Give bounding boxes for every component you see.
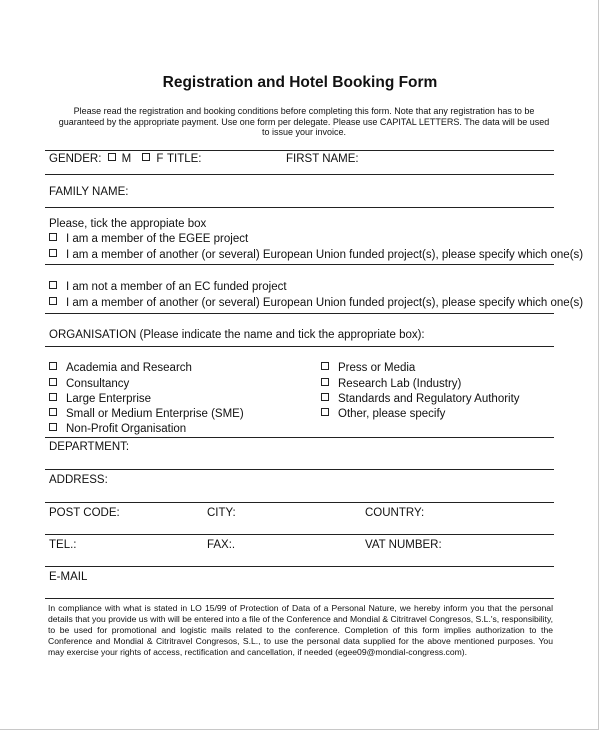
tick-instruction: Please, tick the appropiate box (49, 218, 207, 230)
checkbox[interactable] (321, 378, 329, 386)
address-field-label[interactable]: ADDRESS: (49, 474, 108, 486)
tel-field-label[interactable]: TEL.: (49, 539, 77, 551)
checkbox[interactable] (49, 362, 57, 370)
checkbox[interactable] (49, 408, 57, 416)
gender-m-checkbox[interactable] (108, 153, 116, 161)
first-name-field-label[interactable]: FIRST NAME: (286, 153, 359, 165)
divider (45, 264, 554, 265)
checkbox[interactable] (321, 408, 329, 416)
checkbox[interactable] (49, 297, 57, 305)
divider (45, 174, 554, 175)
checkbox[interactable] (49, 393, 57, 401)
data-protection-notice: In compliance with what is stated in LO 15/99 of Protection of Data of a Personal Nature, we hereby inform you that the personal details that you provide us with will be entered into a file of the Conference and Mondial & Citritravel Congresos, S.L.'s, responsibility, to be used for promotional and logistic mails related to the conference. Completion of this form implies authorization to the Conference and Mondial & Citritravel Congresos, S.L., to use the personal data supplied for the above mentioned purposes. You may exercise your rights of access, rectification and cancellation, if needed (egee09@mondial-congress.com). (48, 603, 553, 657)
gender-f-checkbox[interactable] (142, 153, 150, 161)
org-option[interactable]: Small or Medium Enterprise (SME) (49, 407, 244, 421)
divider (45, 313, 554, 314)
org-option[interactable]: Other, please specify (321, 407, 445, 421)
divider (45, 150, 554, 151)
department-field-label[interactable]: DEPARTMENT: (49, 441, 130, 453)
title-field-label[interactable]: TITLE: (167, 153, 202, 165)
checkbox[interactable] (49, 233, 57, 241)
divider (45, 534, 554, 535)
checkbox[interactable] (49, 249, 57, 257)
checkbox[interactable] (49, 378, 57, 386)
divider (45, 469, 554, 470)
family-name-field-label[interactable]: FAMILY NAME: (49, 186, 129, 198)
egee-option[interactable]: I am a member of another (or several) European Union funded project(s), please specify which one(s) (49, 296, 583, 310)
divider (45, 566, 554, 567)
divider (45, 207, 554, 208)
email-field-label[interactable]: E-MAIL (49, 571, 88, 583)
divider (45, 437, 554, 438)
checkbox[interactable] (49, 423, 57, 431)
org-option[interactable]: Non-Profit Organisation (49, 422, 186, 436)
gender-f-label: F (156, 153, 164, 165)
gender-m-label: M (121, 153, 132, 165)
vat-number-field-label[interactable]: VAT NUMBER: (365, 539, 442, 551)
divider (45, 502, 554, 503)
divider (45, 598, 554, 599)
egee-option[interactable]: I am a member of another (or several) European Union funded project(s), please specify which one(s) (49, 248, 583, 262)
org-option[interactable]: Academia and Research (49, 361, 192, 375)
org-option[interactable]: Press or Media (321, 361, 415, 375)
divider (45, 346, 554, 347)
post-code-field-label[interactable]: POST CODE: (49, 507, 120, 519)
city-field-label[interactable]: CITY: (207, 507, 236, 519)
country-field-label[interactable]: COUNTRY: (365, 507, 425, 519)
form-intro: Please read the registration and booking conditions before completing this form. Note that any registration has to be guaranteed by the appropriate payment. Use one form per delegate. Please use CAPITAL LETTERS. The data will be used to issue your invoice. (58, 106, 550, 137)
gender-row (49, 152, 163, 166)
organisation-label[interactable]: ORGANISATION (Please indicate the name and tick the appropriate box): (49, 329, 425, 341)
gender-label: GENDER: (49, 153, 102, 165)
checkbox[interactable] (49, 281, 57, 289)
checkbox[interactable] (321, 362, 329, 370)
checkbox[interactable] (321, 393, 329, 401)
egee-option[interactable]: I am a member of the EGEE project (49, 232, 248, 246)
egee-option[interactable]: I am not a member of an EC funded project (49, 280, 287, 294)
org-option[interactable]: Research Lab (Industry) (321, 377, 461, 391)
form-title: Registration and Hotel Booking Form (162, 74, 438, 91)
org-option[interactable]: Consultancy (49, 377, 129, 391)
fax-field-label[interactable]: FAX:. (207, 539, 236, 551)
org-option[interactable]: Large Enterprise (49, 392, 151, 406)
org-option[interactable]: Standards and Regulatory Authority (321, 392, 520, 406)
